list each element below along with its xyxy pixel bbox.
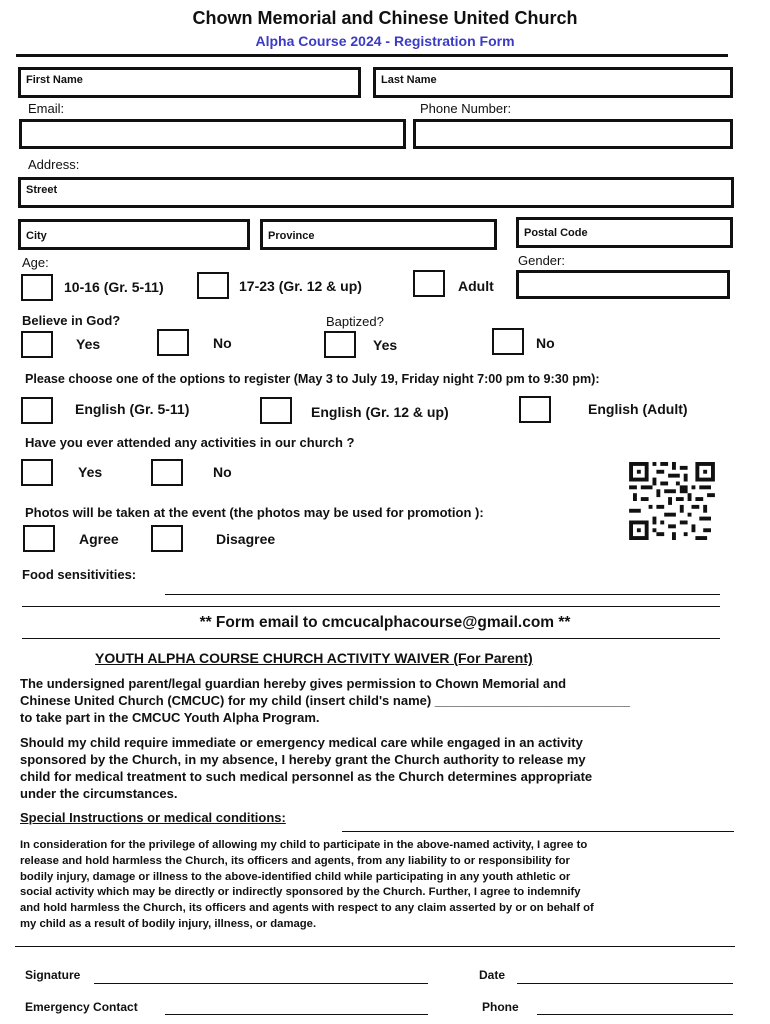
baptized-yes-checkbox[interactable] [324,331,356,358]
date-line[interactable] [517,983,733,984]
attended-no-label: No [213,464,232,480]
waiver-p3-line-2: release and hold harmless the Church, its officers and agents, from any liability to or responsibility for [20,854,570,867]
emergency-contact-line[interactable] [165,1014,428,1015]
signature-label: Signature [25,968,81,982]
first-name-placeholder: First Name [26,74,83,86]
waiver-paragraph-2 [20,734,592,802]
waiver-p3-line-5: and hold harmless the Church, its officers and agents with respect to any claim asserted by or on behalf of [20,902,594,915]
attended-yes-label: Yes [78,464,103,480]
form-subtitle: Alpha Course 2024 - Registration Form [255,33,515,49]
age-adult-checkbox[interactable] [413,270,445,297]
attended-yes-checkbox[interactable] [21,459,53,486]
register-adult-checkbox[interactable] [519,396,551,423]
believe-label: Believe in God? [22,313,121,328]
baptized-no-checkbox[interactable] [492,328,524,355]
age-label: Age: [22,255,49,270]
photos-disagree-label: Disagree [216,531,276,547]
waiver-p3-line-3: bodily injury, damage or illness to the above-identified child while participating in any youth athletic or [20,870,571,883]
photos-label: Photos will be taken at the event (the photos may be used for promotion ): [25,505,484,520]
date-label: Date [479,968,506,982]
address-label: Address: [28,157,80,172]
qr-code-icon [628,462,716,540]
photos-agree-label: Agree [79,531,119,547]
believe-yes-label: Yes [76,336,101,352]
postal-code-placeholder: Postal Code [524,227,588,239]
age-17-23-label: 17-23 (Gr. 12 & up) [239,278,362,294]
form-title: Chown Memorial and Chinese United Church [192,8,578,28]
age-10-16-checkbox[interactable] [21,274,53,301]
waiver-p2-line-2: sponsored by the Church, in my absence, I hereby grant the Church authority to release my [20,752,586,767]
header-divider [16,54,728,57]
photos-disagree-checkbox[interactable] [151,525,183,552]
first-name-field[interactable] [18,67,361,98]
register-adult-label: English (Adult) [588,401,688,417]
baptized-yes-label: Yes [373,337,398,353]
waiver-p2-line-3: child for medical treatment to such medical personnel as the Church determines appropriate [20,769,593,784]
waiver-p1-line-2: Chinese United Church (CMCUC) for my child (insert child's name) ___________________________ [20,693,631,708]
gender-label: Gender: [518,253,565,268]
email-field[interactable] [19,119,406,149]
waiver-paragraph-1 [20,675,630,726]
city-placeholder: City [26,230,47,242]
believe-no-label: No [213,335,232,351]
gender-field[interactable] [516,270,730,299]
age-adult-label: Adult [458,278,494,294]
register-label: Please choose one of the options to register (May 3 to July 19, Friday night 7:00 pm to 9:30 pm): [25,372,600,386]
waiver-p3-line-4: social activity which may be directly or indirectly sponsored by the Church. Further, I agree to indemnify [20,886,581,899]
signature-line[interactable] [94,983,428,984]
last-name-field[interactable] [373,67,733,98]
food-line-2[interactable] [22,606,720,607]
food-sensitivities-label: Food sensitivities: [22,567,137,582]
emergency-contact-label: Emergency Contact [25,1000,138,1014]
email-label: Email: [28,101,65,116]
register-gr5-11-label: English (Gr. 5-11) [75,401,190,417]
waiver-p3-line-1: In consideration for the privilege of allowing my child to participate in the above-named activity, I agree to [20,839,588,851]
age-17-23-checkbox[interactable] [197,272,229,299]
believe-no-checkbox[interactable] [157,329,189,356]
waiver-p1-line-3: to take part in the CMCUC Youth Alpha Program. [20,710,320,725]
form-email-note: ** Form email to cmcucalphacourse@gmail.com ** [199,614,571,631]
phone-label: Phone Number: [420,101,512,116]
province-field[interactable] [260,219,497,250]
phone-footer-label: Phone [482,1000,519,1014]
food-line-1[interactable] [165,594,720,595]
last-name-placeholder: Last Name [381,74,437,86]
register-gr12-checkbox[interactable] [260,397,292,424]
phone-footer-line[interactable] [537,1014,733,1015]
attended-label: Have you ever attended any activities in our church ? [25,435,355,450]
postal-code-field[interactable] [516,217,733,248]
special-instructions-line[interactable] [342,831,734,832]
attended-no-checkbox[interactable] [151,459,183,486]
street-field[interactable] [18,177,734,208]
phone-field[interactable] [413,119,733,149]
photos-agree-checkbox[interactable] [23,525,55,552]
waiver-p1-line-1: The undersigned parent/legal guardian hereby gives permission to Chown Memorial and [20,676,567,691]
waiver-paragraph-3 [20,838,594,933]
register-gr12-label: English (Gr. 12 & up) [311,404,449,420]
believe-yes-checkbox[interactable] [21,331,53,358]
waiver-p3-line-6: my child as a result of bodily injury, illness, or damage. [20,917,317,930]
age-10-16-label: 10-16 (Gr. 5-11) [64,279,164,295]
special-instructions-label: Special Instructions or medical conditions: [20,810,286,825]
baptized-label: Baptized? [326,314,384,329]
waiver-title: YOUTH ALPHA COURSE CHURCH ACTIVITY WAIVER (For Parent) [95,650,533,666]
city-field[interactable] [18,219,250,250]
province-placeholder: Province [268,230,315,242]
waiver-p2-line-1: Should my child require immediate or emergency medical care while engaged in an activity [20,735,583,750]
register-gr5-11-checkbox[interactable] [21,397,53,424]
street-placeholder: Street [26,184,58,196]
waiver-divider [15,946,735,947]
baptized-no-label: No [536,335,555,351]
waiver-p2-line-4: under the circumstances. [20,786,178,801]
email-note-divider [22,638,720,639]
